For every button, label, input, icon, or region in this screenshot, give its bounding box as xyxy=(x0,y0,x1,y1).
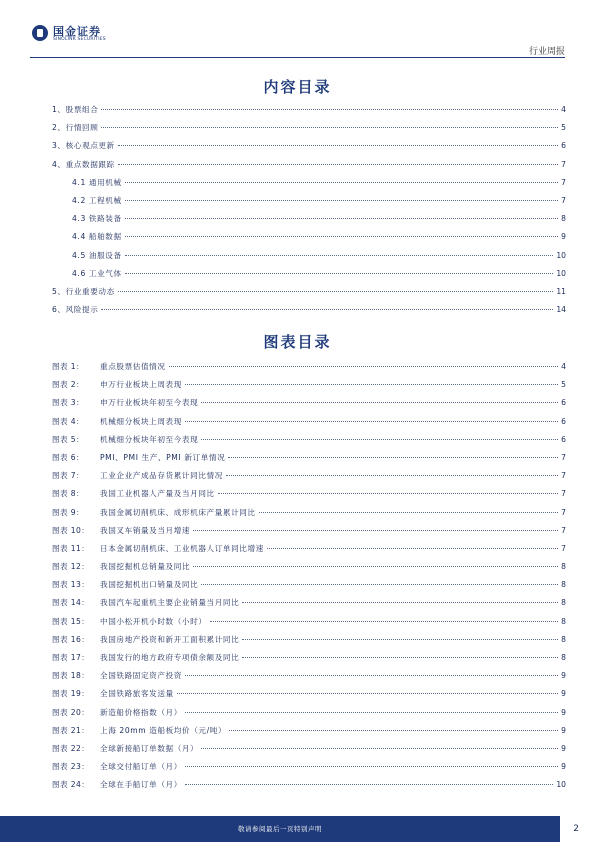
dot-leader xyxy=(242,602,558,603)
toc-entry-page: 8 xyxy=(561,214,566,224)
figure-entry-number: 图表 4： xyxy=(52,416,85,426)
dot-leader xyxy=(193,566,558,567)
figure-entry-number: 图表 13： xyxy=(52,580,90,590)
toc-entry-title: 5、行业重要动态 xyxy=(52,286,115,296)
toc-entry-page: 5 xyxy=(561,123,566,133)
dot-leader xyxy=(267,548,558,549)
figure-entry-title: 中国小松开机小时数（小时） xyxy=(100,616,207,626)
figure-entry-page: 7 xyxy=(561,525,566,535)
figure-entry-number: 图表 19： xyxy=(52,689,90,699)
figure-entry-title: PMI、PMI 生产、PMI 新订单情况 xyxy=(100,452,226,462)
figure-entry-number: 图表 7： xyxy=(52,471,85,481)
figure-entry-title: 我国房地产投资和新开工面积累计同比 xyxy=(100,634,240,644)
logo-chinese-name: 国金证券 xyxy=(53,25,101,38)
figure-entry[interactable] xyxy=(52,725,566,743)
toc-entry[interactable] xyxy=(52,195,566,213)
figure-entry-page: 9 xyxy=(561,762,566,772)
figure-entry[interactable] xyxy=(52,634,566,652)
figure-entry[interactable] xyxy=(52,579,566,597)
figure-entry-title: 全国铁路旅客发送量 xyxy=(100,689,174,699)
toc-entry-title: 4.4 船舶数据 xyxy=(72,232,122,242)
dot-leader xyxy=(125,182,558,183)
dot-leader xyxy=(125,200,558,201)
figure-entry-number: 图表 22： xyxy=(52,743,90,753)
dot-leader xyxy=(125,218,558,219)
toc-entry-page: 7 xyxy=(561,177,566,187)
toc-entry-title: 1、股票组合 xyxy=(52,105,99,114)
toc-entry-title: 3、核心观点更新 xyxy=(52,141,115,151)
figure-entry[interactable] xyxy=(52,416,566,434)
toc-entry-title: 4.3 铁路装备 xyxy=(72,214,122,224)
figure-entry[interactable] xyxy=(52,597,566,615)
figure-entry-title: 申万行业板块上周表现 xyxy=(100,380,182,390)
toc-entry-title: 4.6 工业气体 xyxy=(72,268,122,278)
dot-leader xyxy=(242,657,558,658)
dot-leader xyxy=(125,255,554,256)
figure-entry-title: 我国发行的地方政府专项债余额及同比 xyxy=(100,653,240,662)
figure-entry[interactable] xyxy=(52,561,566,579)
toc-entry-page: 10 xyxy=(556,268,566,278)
logo-english-name: SINOLINK SECURITIES xyxy=(53,37,106,42)
figure-entry-title: 我国金属切削机床、成形机床产量累计同比 xyxy=(100,507,256,517)
figure-entry[interactable] xyxy=(52,361,566,379)
figure-entry-page: 8 xyxy=(561,580,566,590)
figure-entry-title: 我国挖掘机总销量及同比 xyxy=(100,562,191,572)
figure-entry-number: 图表 2： xyxy=(52,380,85,390)
page-header xyxy=(0,0,595,60)
table-of-contents xyxy=(52,104,566,322)
figure-entry-number: 图表 9： xyxy=(52,507,85,517)
figure-entry-page: 8 xyxy=(561,562,566,572)
figure-entry[interactable] xyxy=(52,470,566,488)
toc-entry-page: 11 xyxy=(556,286,566,296)
figure-entry-title: 机械细分板块上周表现 xyxy=(100,416,182,426)
dot-leader xyxy=(228,457,558,458)
dot-leader xyxy=(125,236,558,237)
toc-entry-title: 4、重点数据跟踪 xyxy=(52,159,115,169)
dot-leader xyxy=(169,366,559,367)
figure-list-title: 图表目录 xyxy=(263,333,332,351)
dot-leader xyxy=(185,421,558,422)
figure-entry[interactable] xyxy=(52,616,566,634)
toc-entry[interactable] xyxy=(52,140,566,158)
figure-entry-number: 图表 21： xyxy=(52,725,90,735)
figure-entry-title: 我国工业机器人产量及当月同比 xyxy=(100,489,215,499)
figure-entry[interactable] xyxy=(52,488,566,506)
figure-entry-page: 9 xyxy=(561,689,566,699)
dot-leader xyxy=(193,530,558,531)
dot-leader xyxy=(259,512,558,513)
dot-leader xyxy=(185,766,558,767)
dot-leader xyxy=(177,693,558,694)
dot-leader xyxy=(118,291,554,292)
toc-entry[interactable] xyxy=(52,159,566,177)
figure-entry-number: 图表 16： xyxy=(52,634,90,644)
toc-entry[interactable] xyxy=(52,231,566,249)
figure-entry[interactable] xyxy=(52,688,566,706)
figure-entry-number: 图表 11： xyxy=(52,543,90,553)
figure-entry[interactable] xyxy=(52,525,566,543)
figure-entry-title: 重点股票估值情况 xyxy=(100,362,166,371)
toc-entry-page: 14 xyxy=(556,305,566,315)
toc-entry[interactable] xyxy=(52,286,566,304)
figure-entry-page: 7 xyxy=(561,489,566,499)
figure-entry-title: 机械细分板块年初至今表现 xyxy=(100,434,199,444)
figure-entry[interactable] xyxy=(52,779,566,797)
page-number: 2 xyxy=(573,824,579,834)
dot-leader xyxy=(118,145,558,146)
figure-entry-page: 8 xyxy=(561,653,566,662)
figure-entry-title: 我国汽车起重机主要企业销量当月同比 xyxy=(100,598,240,608)
figure-entry-number: 图表 5： xyxy=(52,434,85,444)
figure-entry-title: 全国铁路固定资产投资 xyxy=(100,671,182,681)
figure-entry-page: 6 xyxy=(561,416,566,426)
figure-entry-number: 图表 10： xyxy=(52,525,90,535)
figure-entry[interactable] xyxy=(52,379,566,397)
figure-entry-number: 图表 23： xyxy=(52,762,90,772)
figure-entry-page: 9 xyxy=(561,671,566,681)
figure-entry-page: 6 xyxy=(561,398,566,408)
figure-entry-number: 图表 15： xyxy=(52,616,90,626)
figure-entry-page: 7 xyxy=(561,452,566,462)
toc-entry-title: 6、风险提示 xyxy=(52,305,99,315)
toc-entry-title: 2、行情回顾 xyxy=(52,123,99,133)
figure-entry-page: 9 xyxy=(561,707,566,717)
dot-leader xyxy=(201,584,558,585)
dot-leader xyxy=(125,273,554,274)
toc-entry-title: 4.5 油服设备 xyxy=(72,250,122,260)
figure-entry[interactable] xyxy=(52,670,566,688)
figure-entry-number: 图表 20： xyxy=(52,707,90,717)
toc-entry[interactable] xyxy=(52,104,566,122)
figure-entry-page: 8 xyxy=(561,634,566,644)
figure-entry-page: 8 xyxy=(561,598,566,608)
dot-leader xyxy=(185,784,553,785)
dot-leader xyxy=(101,109,558,110)
figure-entry[interactable] xyxy=(52,543,566,561)
figure-entry-number: 图表 6： xyxy=(52,452,85,462)
figure-entry[interactable] xyxy=(52,434,566,452)
disclaimer-notice: 敬请参阅最后一页特别声明 xyxy=(238,825,322,833)
toc-entry-page: 7 xyxy=(561,195,566,205)
dot-leader xyxy=(242,639,558,640)
header-divider xyxy=(30,57,565,58)
figure-entry-title: 上海 20mm 造船板均价（元/吨） xyxy=(100,725,227,735)
figure-entry-page: 5 xyxy=(561,380,566,390)
toc-entry-title: 4.1 通用机械 xyxy=(72,177,122,187)
dot-leader xyxy=(101,127,558,128)
figure-entry[interactable] xyxy=(52,397,566,415)
figure-entry-page: 7 xyxy=(561,543,566,553)
dot-leader xyxy=(218,493,558,494)
dot-leader xyxy=(185,675,558,676)
dot-leader xyxy=(226,475,558,476)
dot-leader xyxy=(201,748,558,749)
figure-entry-title: 新造船价格指数（月） xyxy=(100,707,182,717)
figure-entry-title: 我国挖掘机出口销量及同比 xyxy=(100,580,199,590)
dot-leader xyxy=(118,164,558,165)
figure-entry[interactable] xyxy=(52,707,566,725)
figure-entry-page: 8 xyxy=(561,616,566,626)
figure-entry-number: 图表 12： xyxy=(52,562,90,572)
dot-leader xyxy=(229,730,558,731)
toc-entry-page: 7 xyxy=(561,159,566,169)
figure-entry-number: 图表 24： xyxy=(52,780,90,790)
dot-leader xyxy=(101,309,553,310)
figure-entry-page: 7 xyxy=(561,471,566,481)
dot-leader xyxy=(185,384,558,385)
toc-entry-page: 9 xyxy=(561,232,566,242)
figure-entry-number: 图表 14： xyxy=(52,598,90,608)
figure-entry-number: 图表 17： xyxy=(52,653,90,662)
figure-entry[interactable] xyxy=(52,761,566,779)
toc-entry[interactable] xyxy=(52,268,566,286)
figure-entry-page: 6 xyxy=(561,434,566,444)
figure-entry-title: 全球新接船订单数据（月） xyxy=(100,743,199,753)
page-footer xyxy=(0,812,595,842)
dot-leader xyxy=(185,712,558,713)
dot-leader xyxy=(201,402,558,403)
figure-entry-page: 9 xyxy=(561,743,566,753)
figure-entry-number: 图表 3： xyxy=(52,398,85,408)
toc-entry[interactable] xyxy=(52,122,566,140)
figure-entry[interactable] xyxy=(52,452,566,470)
figure-entry-title: 我国叉车销量及当月增速 xyxy=(100,525,191,535)
figure-entry-page: 4 xyxy=(561,362,566,371)
figure-entry[interactable] xyxy=(52,507,566,525)
report-type-label: 行业周报 xyxy=(528,47,565,57)
figure-entry-title: 全球交付船订单（月） xyxy=(100,762,182,772)
toc-entry[interactable] xyxy=(52,213,566,231)
toc-title: 内容目录 xyxy=(263,78,332,96)
figure-entry-title: 工业企业产成品存货累计同比情况 xyxy=(100,471,223,481)
toc-entry-page: 4 xyxy=(561,105,566,114)
toc-entry-title: 4.2 工程机械 xyxy=(72,195,122,205)
figure-entry-number: 图表 1： xyxy=(52,362,85,371)
figure-entry-page: 7 xyxy=(561,507,566,517)
figure-entry-title: 全球在手船订单（月） xyxy=(100,780,182,790)
logo-icon xyxy=(32,25,48,41)
sinolink-logo xyxy=(32,23,152,49)
figure-entry-page: 9 xyxy=(561,725,566,735)
toc-entry-page: 10 xyxy=(556,250,566,260)
figure-entry[interactable] xyxy=(52,743,566,761)
figure-entry-title: 申万行业板块年初至今表现 xyxy=(100,398,199,408)
figure-entry-number: 图表 18： xyxy=(52,671,90,681)
figure-entry-title: 日本金属切削机床、工业机器人订单同比增速 xyxy=(100,543,264,553)
toc-entry[interactable] xyxy=(52,177,566,195)
dot-leader xyxy=(201,439,558,440)
toc-entry-page: 6 xyxy=(561,141,566,151)
toc-entry[interactable] xyxy=(52,304,566,322)
figure-entry[interactable] xyxy=(52,652,566,670)
toc-entry[interactable] xyxy=(52,250,566,268)
dot-leader xyxy=(210,621,559,622)
list-of-figures xyxy=(52,361,566,798)
figure-entry-page: 10 xyxy=(556,780,566,790)
figure-entry-number: 图表 8： xyxy=(52,489,85,499)
